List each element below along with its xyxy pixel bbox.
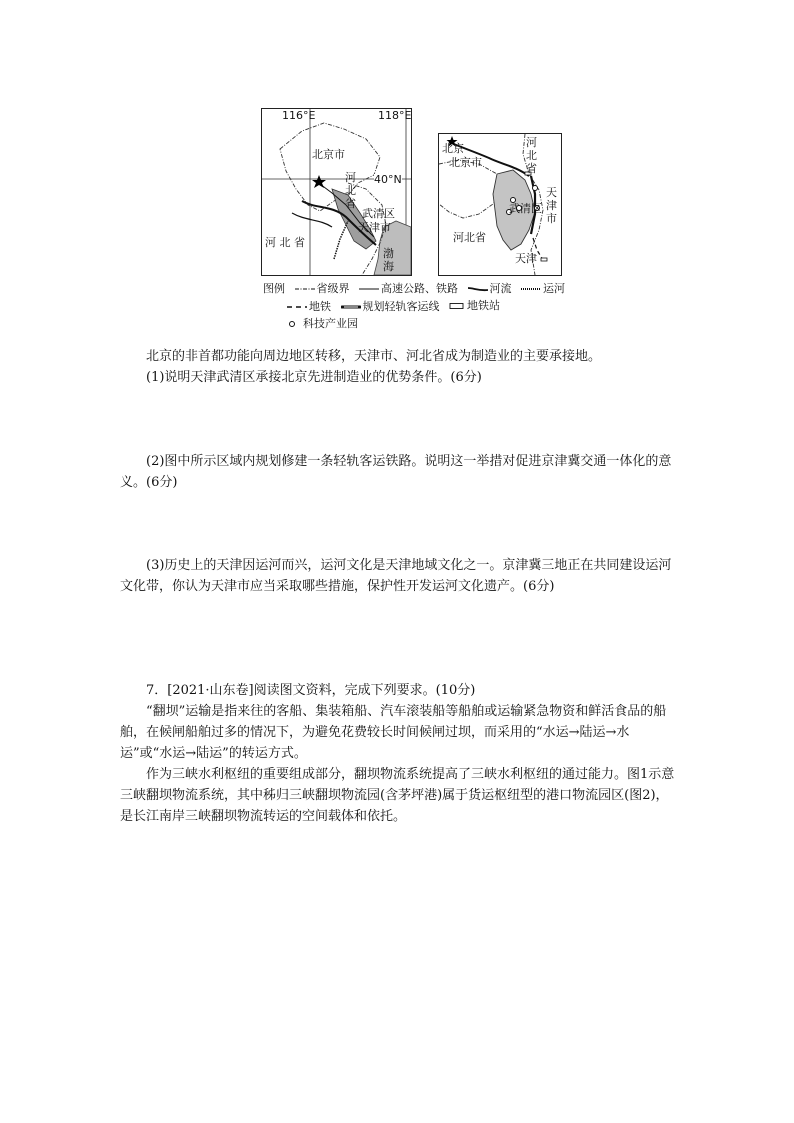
legend-row-3 <box>263 317 563 332</box>
q6-intro <box>120 346 680 367</box>
q7-para2 <box>120 764 680 827</box>
q6-part1-text: (1)说明天津武清区承接北京先进制造业的优势条件。(6分) <box>146 370 482 385</box>
q6-part2-text: (2)图中所示区域内规划修建一条轻轨客运铁路。说明这一举措对促进京津冀交通一体化的意义。(6分) <box>120 454 672 490</box>
label-wuqing: 武清区 <box>362 207 395 220</box>
tech-park-symbol-icon <box>287 320 301 328</box>
q6-part3-text: (3)历史上的天津因运河而兴，运河文化是天津地域文化之一。京津冀三地正在共同建设运河文化带，你认为天津市应当采取哪些措施，保护性开发运河文化遗产。(6分) <box>120 558 672 594</box>
boundary-symbol-icon <box>295 286 315 292</box>
station-symbol-icon <box>449 302 465 310</box>
q7-para2-text: 作为三峡水利枢纽的重要组成部分，翻坝物流系统提高了三峡水利枢纽的通过能力。图1示意三峡翻坝物流系统，其中秭归三峡翻坝物流园(含茅坪港)属于货运枢纽型的港口物流园区(图2)，是长江南岸三峡翻坝物流转运的空间载体和依托。 <box>120 767 675 824</box>
legend-light-rail: 规划轻轨客运线 <box>341 300 440 314</box>
lat-label-40: 40°N <box>374 173 402 186</box>
label-bohai: 渤海 <box>383 247 394 273</box>
legend-station: 地铁站 <box>449 299 500 313</box>
lon-label-118: 118°E <box>378 109 412 122</box>
legend-tech-park: 科技产业园 <box>287 317 358 331</box>
subway-symbol-icon <box>287 304 307 310</box>
left-map <box>261 108 412 276</box>
lon-label-116: 116°E <box>282 109 316 122</box>
label-hebei-small: 河北省 <box>345 171 356 210</box>
label-beijing-city: 北京市 <box>449 156 482 169</box>
label-hebei-province: 河北省 <box>453 231 486 244</box>
label-wuqing: 武清区 <box>509 202 542 215</box>
q7-para1-text: “翻坝”运输是指来往的客船、集装箱船、汽车滚装船等船舶或运输紧急物资和鲜活食品的船舶，在候闸船舶过多的情况下，为避免花费较长时间候闸过坝，而采用的“水运→陆运→水运”或“水运→陆运”的转运方式。 <box>120 704 667 761</box>
legend-canal: 运河 <box>521 282 565 296</box>
canal-symbol-icon <box>521 286 541 292</box>
legend-title: 图例 <box>263 282 285 295</box>
legend-road: 高速公路、铁路 <box>359 282 458 296</box>
q6-part3 <box>120 555 680 597</box>
q6-part1 <box>120 367 680 388</box>
label-beijing-city: 北京市 <box>312 148 345 161</box>
light-rail-symbol-icon <box>341 304 361 310</box>
legend-boundary: 省级界 <box>295 282 350 296</box>
legend-river: 河流 <box>468 282 512 296</box>
legend-row-2 <box>263 299 563 314</box>
legend-row-1 <box>263 282 563 296</box>
legend-subway: 地铁 <box>287 300 331 314</box>
label-hebei-vertical: 河北省 <box>526 136 537 175</box>
road-symbol-icon <box>359 286 379 292</box>
label-tianjin-city: 天津市 <box>358 221 391 234</box>
q7-header-text: 7．[2021·山东卷]阅读图文资料，完成下列要求。(10分) <box>146 683 476 698</box>
label-beijing-point: 北京 <box>442 142 464 155</box>
q7-para1 <box>120 701 680 764</box>
q6-part2 <box>120 451 680 493</box>
river-symbol-icon <box>468 286 488 292</box>
map-legend <box>263 282 563 332</box>
q6-intro-text: 北京的非首都功能向周边地区转移，天津市、河北省成为制造业的主要承接地。 <box>146 349 602 364</box>
label-tianjin-vertical: 天津市 <box>546 186 557 225</box>
label-hebei-province: 河 北 省 <box>265 236 305 249</box>
label-tianjin-point: 天津 <box>515 252 537 265</box>
q7-header <box>120 680 680 701</box>
right-map <box>438 133 562 276</box>
